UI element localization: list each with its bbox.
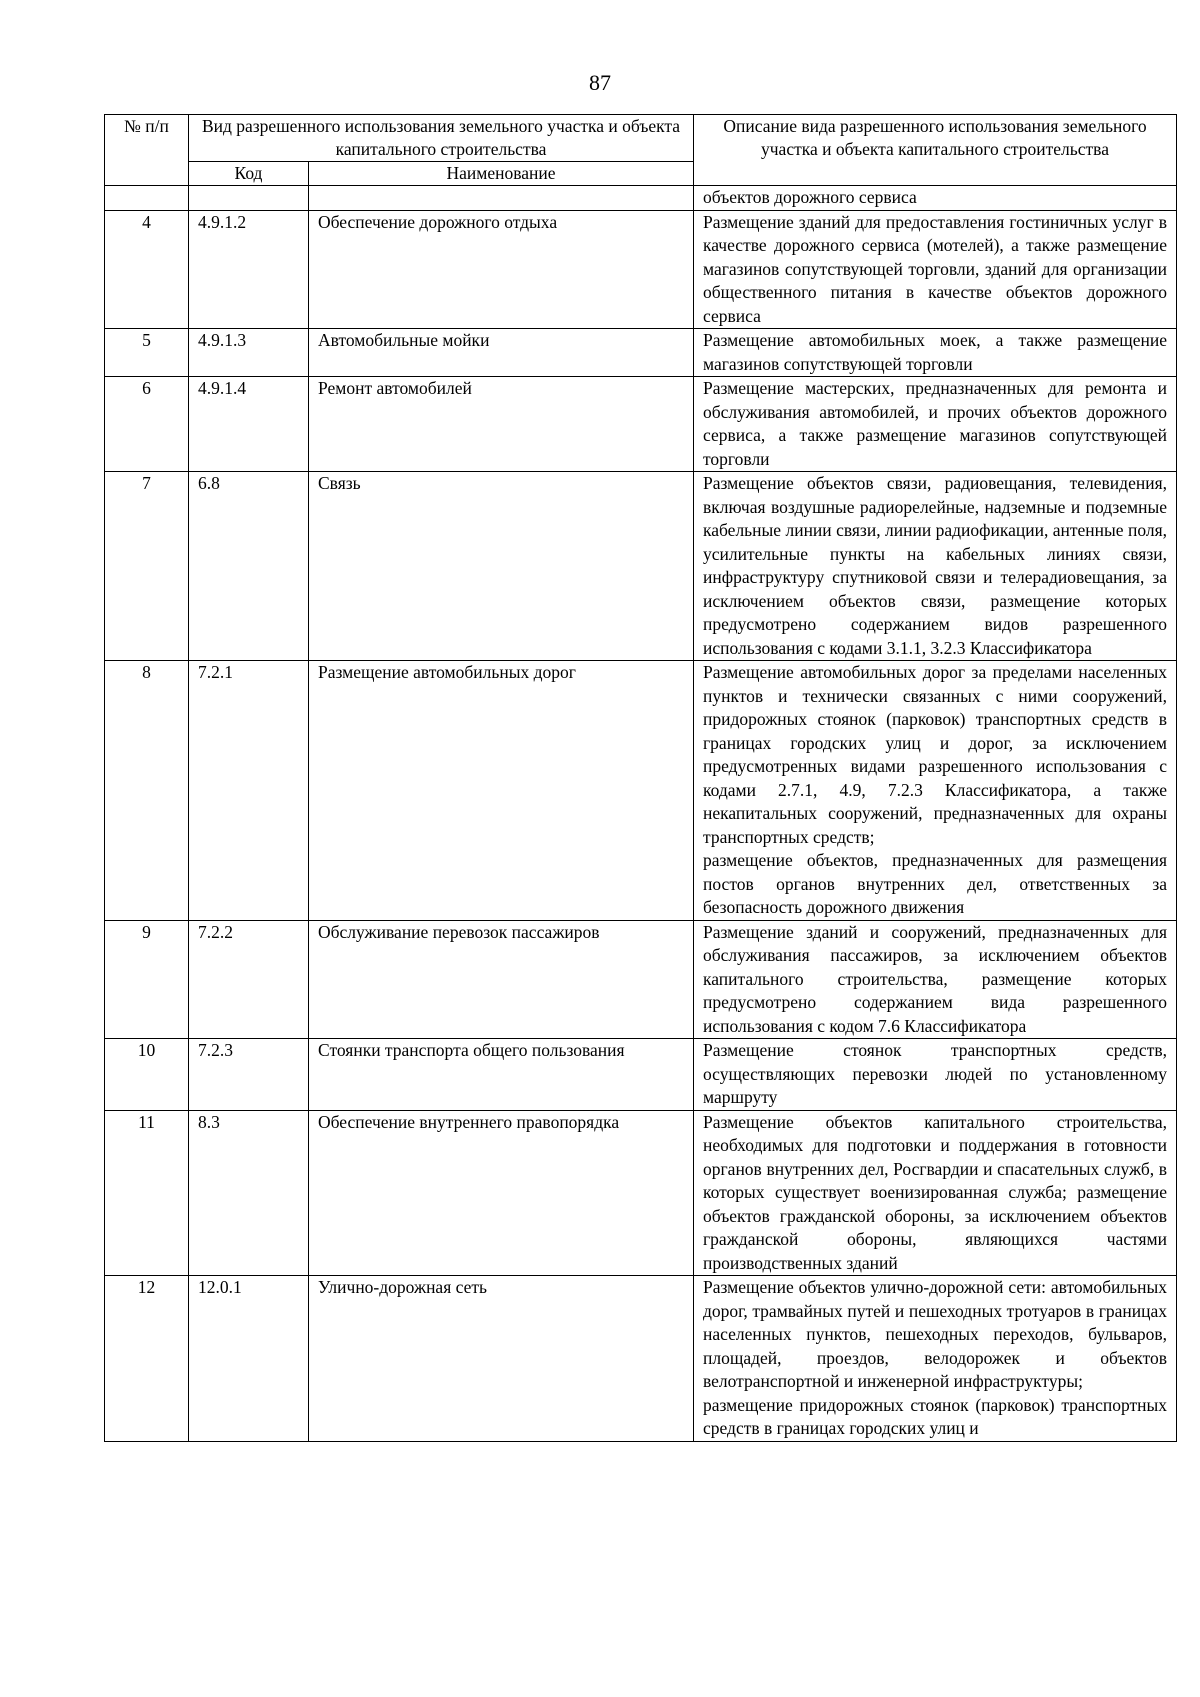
header-number: № п/п [105,115,189,186]
cell-name [309,186,694,211]
cell-code: 6.8 [189,472,309,661]
header-group: Вид разрешенного использования земельного участка и объекта капитального строительства [189,115,694,162]
description-paragraph: размещение придорожных стоянок (парковок) транспортных средств в границах городских улиц и [703,1394,1167,1438]
cell-num: 7 [105,472,189,661]
cell-code: 4.9.1.2 [189,210,309,329]
cell-description [694,1039,1177,1111]
cell-code: 4.9.1.3 [189,329,309,377]
table-row [105,472,1177,661]
cell-description [694,920,1177,1039]
table-row [105,1039,1177,1111]
land-use-table [104,114,1177,1442]
cell-code: 4.9.1.4 [189,377,309,472]
description-paragraph: Размещение стоянок транспортных средств, осуществляющих перевозки людей по установленному маршруту [703,1040,1167,1107]
cell-name: Обеспечение дорожного отдыха [309,210,694,329]
cell-num: 11 [105,1110,189,1276]
description-paragraph: Размещение мастерских, предназначенных для ремонта и обслуживания автомобилей, и прочих объектов дорожного сервиса, а также размещение магазинов сопутствующей торговли [703,378,1167,469]
description-paragraph: Размещение зданий для предоставления гостиничных услуг в качестве дорожного сервиса (мотелей), а также размещение магазинов сопутствующей торговли, зданий для организации общественного питания в качестве объектов дорожного сервиса [703,211,1167,326]
description-paragraph: Размещение автомобильных дорог за пределами населенных пунктов и технически связанных с ними сооружений, придорожных стоянок (парковок) транспортных средств в границах городских улиц и дорог, за исключением предусмотренных видами разрешенного использования с кодами 2.7.1, 4.9, 7.2.3 Классификатора, а также некапитальных сооружений, предназначенных для охраны транспортных средств; [703,662,1167,847]
cell-code: 12.0.1 [189,1276,309,1442]
table-row [105,1276,1177,1442]
cell-name: Обслуживание перевозок пассажиров [309,920,694,1039]
continuation-row [105,186,1177,211]
description-paragraph: Размещение объектов связи, радиовещания, телевидения, включая воздушные радиорелейные, надземные и подземные кабельные линии связи, линии радиофикации, антенные поля, усилительные пункты на кабельных линиях связи, инфраструктуру спутниковой связи и телерадиовещания, за исключением объектов связи, размещение которых предусмотрено содержанием видов разрешенного использования с кодами 3.1.1, 3.2.3 Классификатора [703,473,1167,658]
description-paragraph: Размещение автомобильных моек, а также размещение магазинов сопутствующей торговли [703,330,1167,374]
table-row [105,210,1177,329]
cell-description [694,210,1177,329]
description-paragraph: Размещение объектов капитального строительства, необходимых для подготовки и поддержания в готовности органов внутренних дел, Росгвардии и спасательных служб, в которых существует военизированная служба; размещение объектов гражданской обороны, за исключением объектов гражданской обороны, являющихся частями производственных зданий [703,1111,1167,1273]
cell-description [694,1276,1177,1442]
header-description: Описание вида разрешенного использования земельного участка и объекта капитального строительства [694,115,1177,186]
cell-code: 7.2.1 [189,661,309,921]
cell-code: 7.2.3 [189,1039,309,1111]
cell-num: 9 [105,920,189,1039]
cell-name: Стоянки транспорта общего пользования [309,1039,694,1111]
table-row [105,920,1177,1039]
description-paragraph: Размещение объектов улично-дорожной сети: автомобильных дорог, трамвайных путей и пешеходных тротуаров в границах населенных пунктов, пешеходных переходов, бульваров, площадей, проездов, велодорожек и объектов велотранспортной и инженерной инфраструктуры; [703,1277,1167,1391]
table-row [105,329,1177,377]
page-number: 87 [589,70,611,95]
header-name: Наименование [309,162,694,186]
cell-num: 10 [105,1039,189,1111]
cell-num: 8 [105,661,189,921]
cell-description [694,472,1177,661]
cell-code: 7.2.2 [189,920,309,1039]
description-paragraph: размещение объектов, предназначенных для размещения постов органов внутренних дел, ответственных за безопасность дорожного движения [703,850,1167,917]
cell-name: Связь [309,472,694,661]
table-row [105,377,1177,472]
description-paragraph: Размещение зданий и сооружений, предназначенных для обслуживания пассажиров, за исключением объектов капитального строительства, размещение которых предусмотрено содержанием вида разрешенного использования с кодом 7.6 Классификатора [703,921,1167,1036]
cell-name: Ремонт автомобилей [309,377,694,472]
cell-description [694,329,1177,377]
cell-num [105,186,189,211]
cell-num: 6 [105,377,189,472]
cell-num: 4 [105,210,189,329]
cell-description [694,377,1177,472]
cell-description [694,1110,1177,1276]
cell-name: Обеспечение внутреннего правопорядка [309,1110,694,1276]
cell-name: Улично-дорожная сеть [309,1276,694,1442]
table-row [105,1110,1177,1276]
cell-num: 12 [105,1276,189,1442]
cell-name: Размещение автомобильных дорог [309,661,694,921]
header-code: Код [189,162,309,186]
cell-code [189,186,309,211]
cell-description: объектов дорожного сервиса [694,186,1177,211]
cell-description [694,661,1177,921]
cell-num: 5 [105,329,189,377]
cell-name: Автомобильные мойки [309,329,694,377]
table-row [105,661,1177,921]
cell-code: 8.3 [189,1110,309,1276]
